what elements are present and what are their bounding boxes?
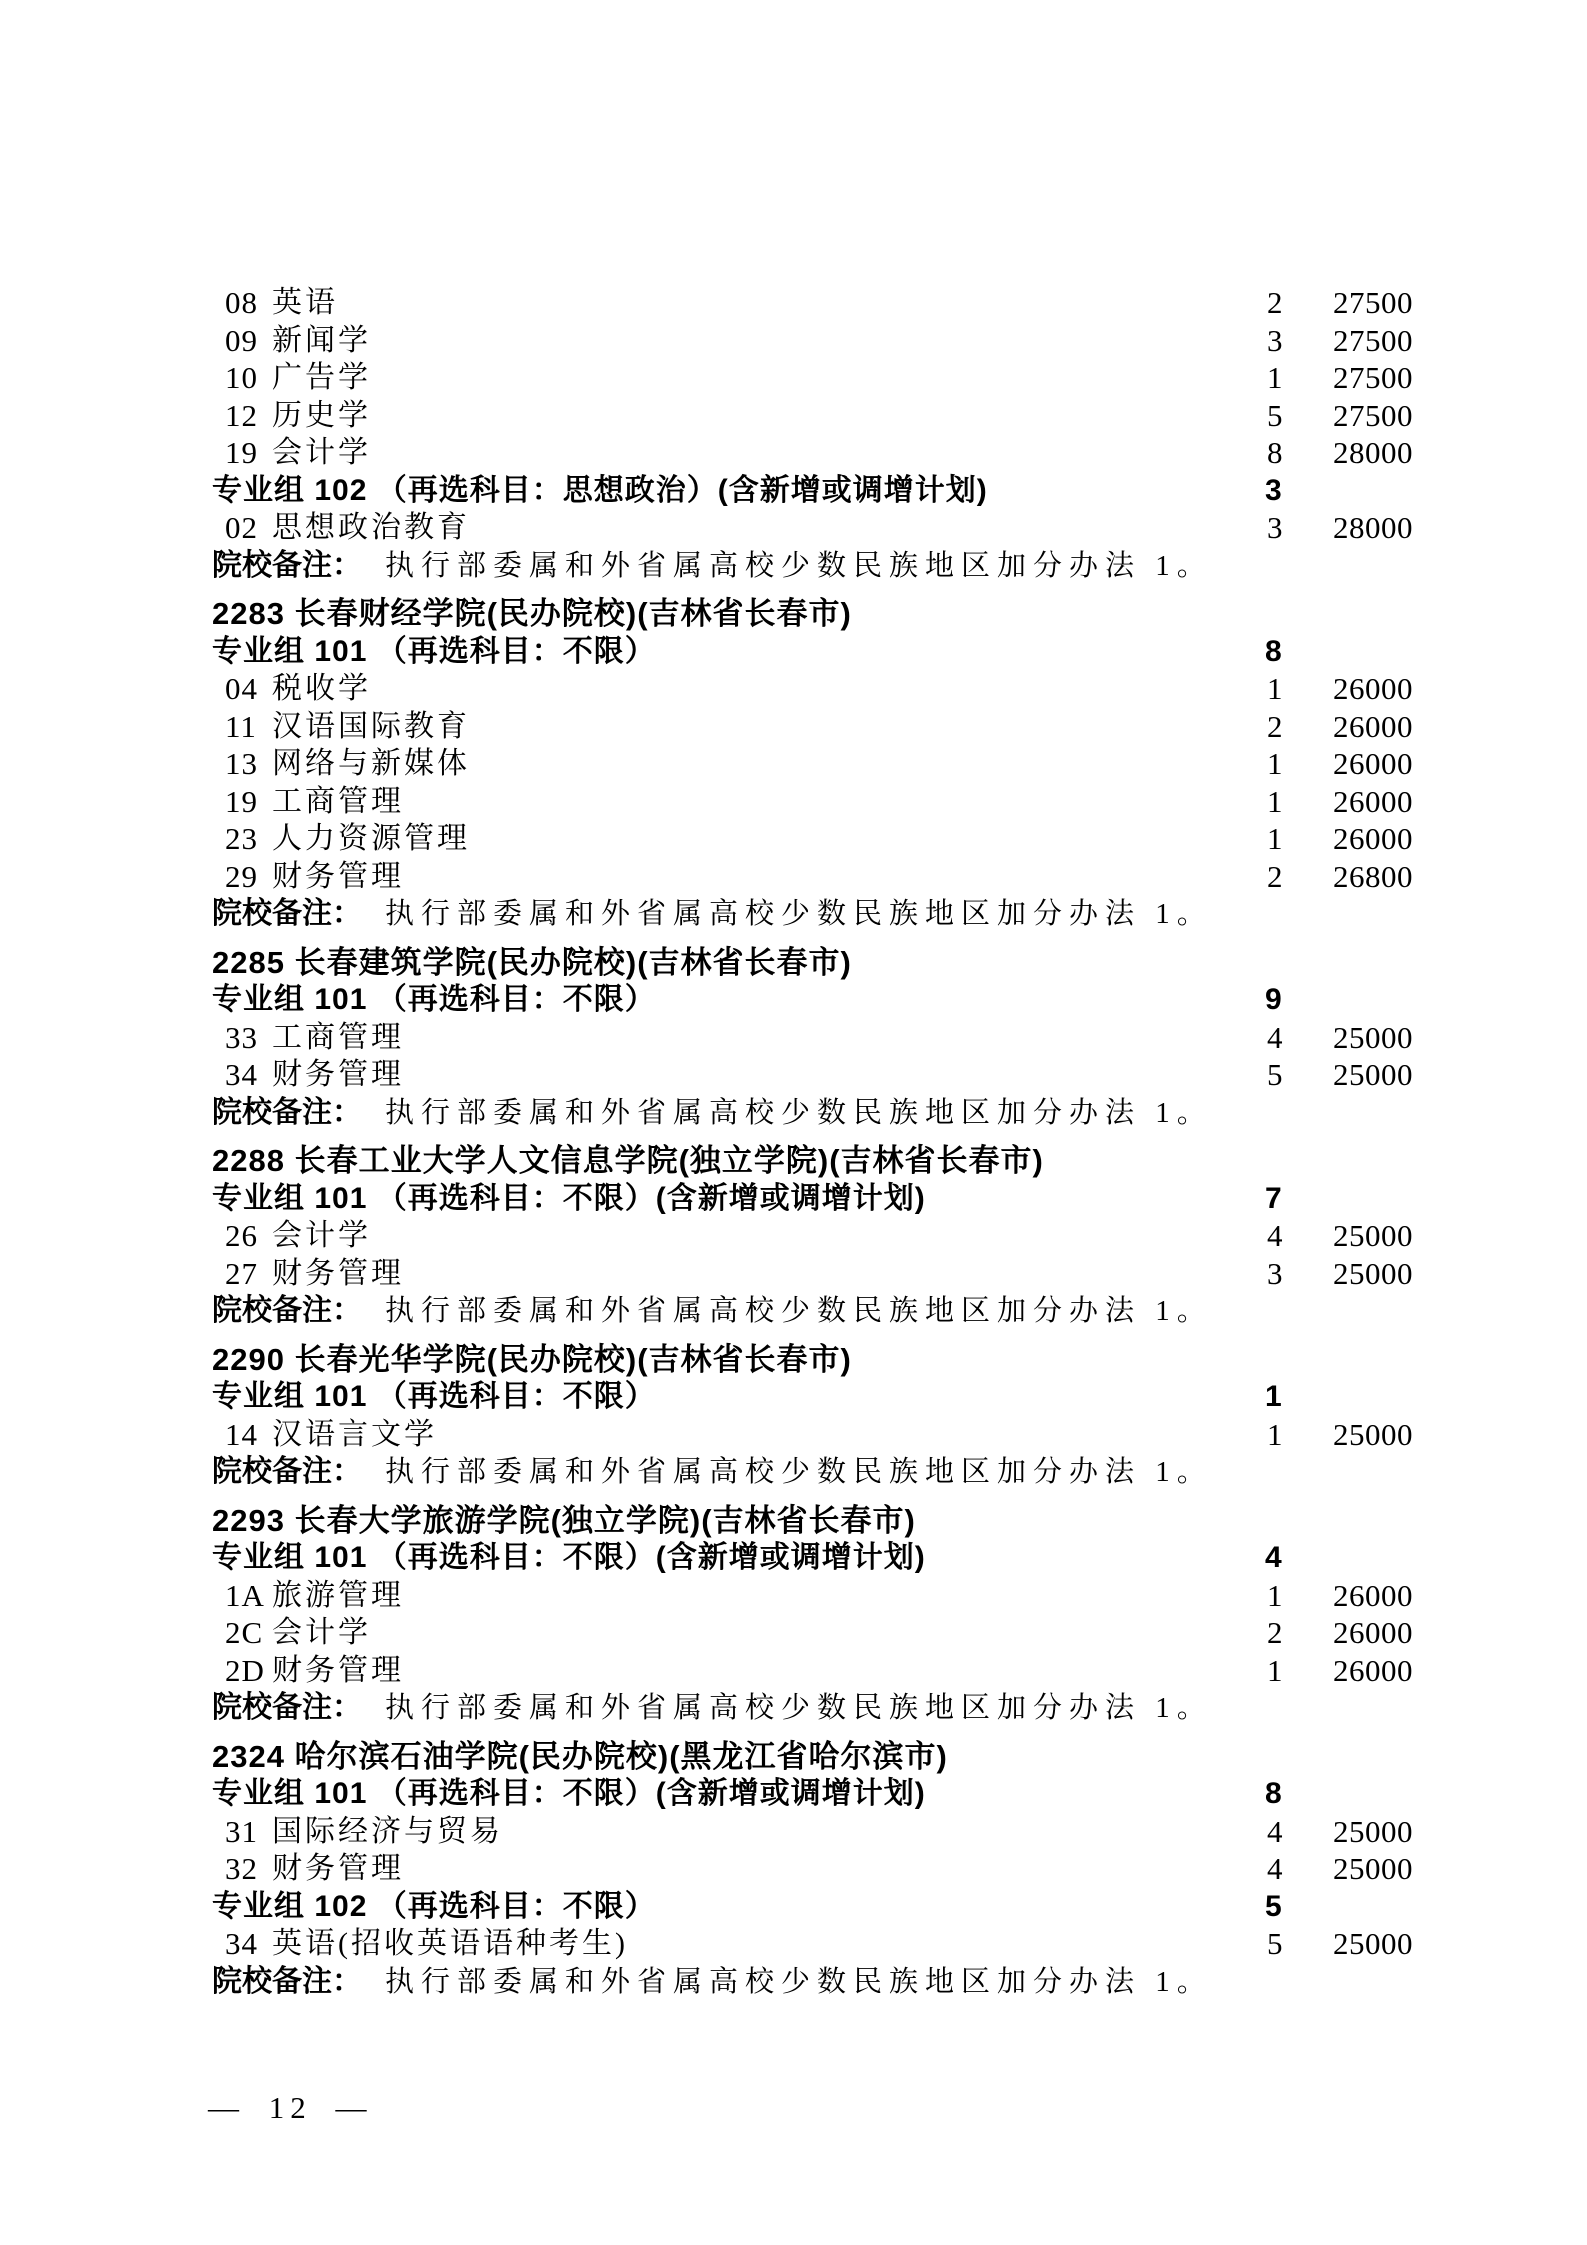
major-row — [0, 1614, 1587, 1652]
major-row — [0, 1925, 1587, 1963]
major-row — [0, 858, 1587, 896]
tuition-fee: 26800 — [1333, 858, 1413, 894]
major-row — [0, 1255, 1587, 1293]
remark-text: 执行部委属和外省属高校少数民族地区加分办法 1。 — [385, 1096, 1213, 1129]
college-title: 2288 长春工业大学人文信息学院(独立学院)(吉林省长春市) — [212, 1143, 1044, 1178]
plan-count: 1 — [1267, 1652, 1283, 1688]
major-code: 2D — [225, 1652, 265, 1688]
remark-label: 院校备注： — [212, 1964, 362, 1998]
plan-count: 4 — [1267, 1218, 1283, 1253]
group-plan-count: 8 — [1265, 634, 1282, 668]
tuition-fee: 26000 — [1333, 708, 1413, 744]
major-name: 英语 — [272, 286, 338, 319]
college-block — [0, 1341, 1587, 1491]
major-row — [0, 1019, 1587, 1057]
group-plan-count: 9 — [1265, 983, 1282, 1016]
college-title: 2283 长春财经学院(民办院校)(吉林省长春市) — [212, 596, 852, 631]
major-row — [0, 708, 1587, 746]
major-row — [0, 1652, 1587, 1690]
remark-text: 执行部委属和外省属高校少数民族地区加分办法 1。 — [385, 1456, 1213, 1488]
major-row — [0, 1577, 1587, 1615]
plan-count: 2 — [1267, 1615, 1283, 1650]
plan-count: 3 — [1267, 1255, 1283, 1291]
plan-count: 1 — [1267, 360, 1283, 395]
major-name: 人力资源管理 — [272, 822, 470, 855]
remark-text: 执行部委属和外省属高校少数民族地区加分办法 1。 — [385, 898, 1213, 930]
remark-label: 院校备注： — [212, 548, 362, 582]
major-name: 新闻学 — [272, 323, 371, 357]
major-row — [0, 509, 1587, 547]
major-code: 27 — [225, 1255, 258, 1291]
major-group-row — [0, 472, 1587, 510]
major-name: 思想政治教育 — [272, 511, 470, 544]
major-group-label: 专业组 101 （再选科目：不限） — [212, 983, 656, 1016]
major-row — [0, 322, 1587, 360]
group-plan-count: 3 — [1265, 473, 1282, 507]
major-code: 12 — [225, 397, 258, 433]
college-block — [0, 595, 1587, 933]
major-name: 财务管理 — [272, 1256, 404, 1290]
tuition-fee: 26000 — [1333, 746, 1413, 781]
tuition-fee: 25000 — [1333, 1813, 1413, 1849]
major-row — [0, 284, 1587, 322]
plan-count: 1 — [1267, 821, 1283, 856]
tuition-fee: 25000 — [1333, 1019, 1413, 1055]
college-header-row — [0, 595, 1587, 633]
major-name: 财务管理 — [272, 1058, 404, 1091]
major-group-row — [0, 1888, 1587, 1926]
major-name: 工商管理 — [272, 1020, 404, 1054]
plan-count: 1 — [1267, 783, 1283, 819]
remark-text: 执行部委属和外省属高校少数民族地区加分办法 1。 — [385, 1965, 1213, 1998]
plan-count: 5 — [1267, 1057, 1283, 1092]
remark-label: 院校备注： — [212, 1691, 362, 1724]
major-name: 会计学 — [272, 436, 371, 469]
plan-count: 2 — [1267, 858, 1283, 894]
major-group-label: 专业组 101 （再选科目：不限）(含新增或调增计划) — [212, 1777, 926, 1810]
college-title: 2324 哈尔滨石油学院(民办院校)(黑龙江省哈尔滨市) — [212, 1738, 948, 1774]
major-group-label: 专业组 101 （再选科目：不限）(含新增或调增计划) — [212, 1541, 926, 1574]
plan-count: 2 — [1267, 708, 1283, 744]
plan-count: 1 — [1267, 1577, 1283, 1613]
major-code: 10 — [225, 360, 258, 395]
plan-count: 3 — [1267, 322, 1283, 358]
major-code: 34 — [225, 1926, 258, 1961]
tuition-fee: 25000 — [1333, 1255, 1413, 1291]
tuition-fee: 26000 — [1333, 783, 1413, 819]
major-name: 广告学 — [272, 361, 371, 394]
tuition-fee: 25000 — [1333, 1851, 1413, 1886]
remark-label: 院校备注： — [212, 1095, 362, 1129]
major-code: 04 — [225, 671, 258, 706]
group-plan-count: 7 — [1265, 1181, 1282, 1215]
college-title: 2285 长春建筑学院(民办院校)(吉林省长春市) — [212, 944, 852, 980]
group-plan-count: 4 — [1265, 1541, 1282, 1574]
major-code: 32 — [225, 1851, 258, 1886]
major-row — [0, 397, 1587, 435]
major-code: 19 — [225, 783, 258, 819]
major-group-row — [0, 1539, 1587, 1577]
major-code: 31 — [225, 1813, 258, 1849]
college-header-row — [0, 1502, 1587, 1540]
major-group-row — [0, 633, 1587, 671]
remark-row — [0, 1963, 1587, 2001]
tuition-fee: 25000 — [1333, 1416, 1413, 1452]
major-name: 财务管理 — [272, 1852, 404, 1885]
college-title: 2290 长春光华学院(民办院校)(吉林省长春市) — [212, 1341, 852, 1377]
major-row — [0, 359, 1587, 397]
major-code: 34 — [225, 1057, 258, 1092]
plan-count: 1 — [1267, 1416, 1283, 1452]
major-row — [0, 434, 1587, 472]
major-group-row — [0, 1775, 1587, 1813]
remark-text: 执行部委属和外省属高校少数民族地区加分办法 1。 — [385, 549, 1213, 582]
college-header-row — [0, 1341, 1587, 1379]
major-row — [0, 1813, 1587, 1851]
plan-count: 4 — [1267, 1019, 1283, 1055]
major-code: 09 — [225, 322, 258, 358]
major-code: 1A — [225, 1577, 265, 1613]
tuition-fee: 28000 — [1333, 435, 1413, 470]
major-code: 11 — [225, 708, 257, 744]
remark-row — [0, 1453, 1587, 1491]
document-content — [0, 284, 1587, 2000]
remark-row — [0, 547, 1587, 585]
tuition-fee: 27500 — [1333, 322, 1413, 358]
college-header-row — [0, 1142, 1587, 1180]
remark-label: 院校备注： — [212, 897, 362, 930]
major-row — [0, 745, 1587, 783]
tuition-fee: 25000 — [1333, 1057, 1413, 1092]
college-header-row — [0, 944, 1587, 982]
tuition-fee: 28000 — [1333, 510, 1413, 545]
major-name: 会计学 — [272, 1219, 371, 1252]
major-group-label: 专业组 101 （再选科目：不限）(含新增或调增计划) — [212, 1181, 926, 1215]
plan-count: 5 — [1267, 397, 1283, 433]
major-group-label: 专业组 102 （再选科目：思想政治）(含新增或调增计划) — [212, 473, 988, 507]
major-row — [0, 1056, 1587, 1094]
remark-row — [0, 895, 1587, 933]
major-row — [0, 820, 1587, 858]
major-group-row — [0, 1180, 1587, 1218]
major-group-row — [0, 1378, 1587, 1416]
major-row — [0, 670, 1587, 708]
major-name: 汉语言文学 — [272, 1417, 437, 1451]
major-group-label: 专业组 101 （再选科目：不限） — [212, 634, 656, 668]
college-title: 2293 长春大学旅游学院(独立学院)(吉林省长春市) — [212, 1502, 916, 1538]
plan-count: 1 — [1267, 746, 1283, 781]
tuition-fee: 26000 — [1333, 1615, 1413, 1650]
major-code: 26 — [225, 1218, 258, 1253]
plan-count: 5 — [1267, 1926, 1283, 1961]
major-name: 网络与新媒体 — [272, 747, 470, 780]
remark-text: 执行部委属和外省属高校少数民族地区加分办法 1。 — [385, 1295, 1213, 1327]
major-row — [0, 1850, 1587, 1888]
group-plan-count: 1 — [1265, 1380, 1282, 1413]
college-block — [0, 1502, 1587, 1727]
college-block — [0, 284, 1587, 584]
tuition-fee: 26000 — [1333, 671, 1413, 706]
major-row — [0, 783, 1587, 821]
major-name: 税收学 — [272, 672, 371, 705]
major-code: 19 — [225, 435, 258, 470]
plan-count: 1 — [1267, 671, 1283, 706]
major-row — [0, 1217, 1587, 1255]
college-block — [0, 944, 1587, 1132]
remark-label: 院校备注： — [212, 1294, 362, 1327]
plan-count: 4 — [1267, 1813, 1283, 1849]
remark-row — [0, 1292, 1587, 1330]
major-name: 汉语国际教育 — [272, 709, 470, 743]
major-name: 工商管理 — [272, 784, 404, 818]
remark-label: 院校备注： — [212, 1455, 362, 1488]
tuition-fee: 25000 — [1333, 1926, 1413, 1961]
remark-text: 执行部委属和外省属高校少数民族地区加分办法 1。 — [385, 1692, 1213, 1724]
tuition-fee: 25000 — [1333, 1218, 1413, 1253]
major-code: 29 — [225, 858, 258, 894]
major-group-label: 专业组 102 （再选科目：不限） — [212, 1889, 656, 1923]
tuition-fee: 26000 — [1333, 821, 1413, 856]
plan-count: 3 — [1267, 510, 1283, 545]
major-name: 会计学 — [272, 1616, 371, 1649]
major-name: 旅游管理 — [272, 1578, 404, 1612]
tuition-fee: 27500 — [1333, 360, 1413, 395]
major-code: 33 — [225, 1019, 258, 1055]
major-name: 历史学 — [272, 398, 371, 432]
plan-count: 8 — [1267, 435, 1283, 470]
page-footer: — 12 — — [208, 2090, 373, 2125]
college-block — [0, 1142, 1587, 1330]
major-row — [0, 1416, 1587, 1454]
major-name: 财务管理 — [272, 1653, 404, 1687]
tuition-fee: 27500 — [1333, 285, 1413, 320]
major-code: 2C — [225, 1615, 264, 1650]
tuition-fee: 26000 — [1333, 1577, 1413, 1613]
tuition-fee: 26000 — [1333, 1652, 1413, 1688]
remark-row — [0, 1689, 1587, 1727]
major-code: 13 — [225, 746, 258, 781]
major-name: 财务管理 — [272, 859, 404, 893]
major-code: 14 — [225, 1416, 258, 1452]
plan-count: 4 — [1267, 1851, 1283, 1886]
remark-row — [0, 1094, 1587, 1132]
college-header-row — [0, 1738, 1587, 1776]
major-name: 英语(招收英语语种考生) — [272, 1927, 628, 1960]
tuition-fee: 27500 — [1333, 397, 1413, 433]
major-group-row — [0, 981, 1587, 1019]
major-name: 国际经济与贸易 — [272, 1814, 503, 1848]
major-group-label: 专业组 101 （再选科目：不限） — [212, 1380, 656, 1413]
plan-count: 2 — [1267, 285, 1283, 320]
group-plan-count: 5 — [1265, 1889, 1282, 1923]
group-plan-count: 8 — [1265, 1777, 1282, 1810]
major-code: 02 — [225, 510, 258, 545]
major-code: 23 — [225, 821, 258, 856]
college-block — [0, 1738, 1587, 2001]
major-code: 08 — [225, 285, 258, 320]
